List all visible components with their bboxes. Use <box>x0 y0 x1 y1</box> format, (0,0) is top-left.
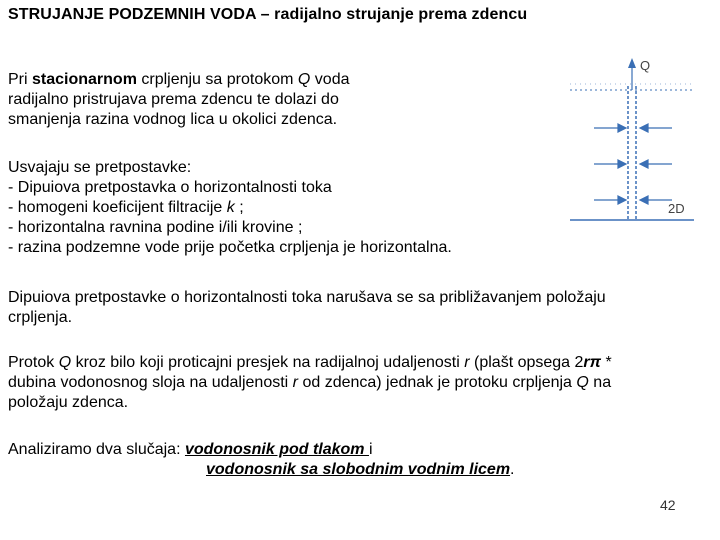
well-flow-diagram <box>568 50 696 228</box>
flow-paragraph <box>8 353 713 413</box>
intro-paragraph <box>8 70 408 130</box>
dupuit-line-2: crpljenja. <box>8 309 73 326</box>
case-unconfined-aquifer: vodonosnik sa slobodnim vodnim licem <box>206 461 511 478</box>
intro-line-1: Pri stacionarnom crpljenju sa protokom Q voda <box>8 71 350 88</box>
flow-line-3: položaju zdenca. <box>8 394 129 411</box>
dupuit-paragraph <box>8 288 708 328</box>
slide-title: STRUJANJE PODZEMNIH VODA – radijalno strujanje prema zdencu <box>8 6 528 23</box>
intro-line-3: smanjenja razina vodnog lica u okolici zdenca. <box>8 111 338 128</box>
discharge-label: Q <box>640 58 651 73</box>
cases-paragraph <box>8 440 713 480</box>
left-inflow-arrows <box>594 124 626 204</box>
right-inflow-arrows <box>640 124 672 204</box>
well-diameter-label: 2D <box>668 201 685 216</box>
pumping-arrow-head <box>628 58 636 68</box>
assumption-item-1: - Dipuiova pretpostavka o horizontalnosti toka <box>8 179 332 196</box>
intro-line-2: radijalno pristrujava prema zdencu te dolazi do <box>8 91 339 108</box>
assumption-item-3: - horizontalna ravnina podine i/ili krovine ; <box>8 219 303 236</box>
intro-bold-term: stacionarnom <box>32 71 137 88</box>
flow-line-1: Protok Q kroz bilo koji proticajni presjek na radijalnoj udaljenosti r (plašt opsega 2rπ * <box>8 354 612 371</box>
flow-line-2: dubina vodonosnog sloja na udaljenosti r od zdenca) jednak je protoku crpljenja Q na <box>8 374 612 391</box>
assumptions-heading: Usvajaju se pretpostavke: <box>8 159 192 176</box>
dupuit-line-1: Dipuiova pretpostavke o horizontalnosti toka narušava se sa približavanjem položaju <box>8 289 606 306</box>
assumption-item-4: - razina podzemne vode prije početka crpljenja je horizontalna. <box>8 239 452 256</box>
cases-line-1: Analiziramo dva slučaja: vodonosnik pod tlakom i <box>8 441 373 458</box>
page-number: 42 <box>660 497 676 513</box>
assumption-item-2: - homogeni koeficijent filtracije k ; <box>8 199 244 216</box>
assumptions-paragraph <box>8 158 568 258</box>
case-confined-aquifer: vodonosnik pod tlakom <box>184 441 369 458</box>
cases-line-2: vodonosnik sa slobodnim vodnim licem. <box>206 461 515 478</box>
